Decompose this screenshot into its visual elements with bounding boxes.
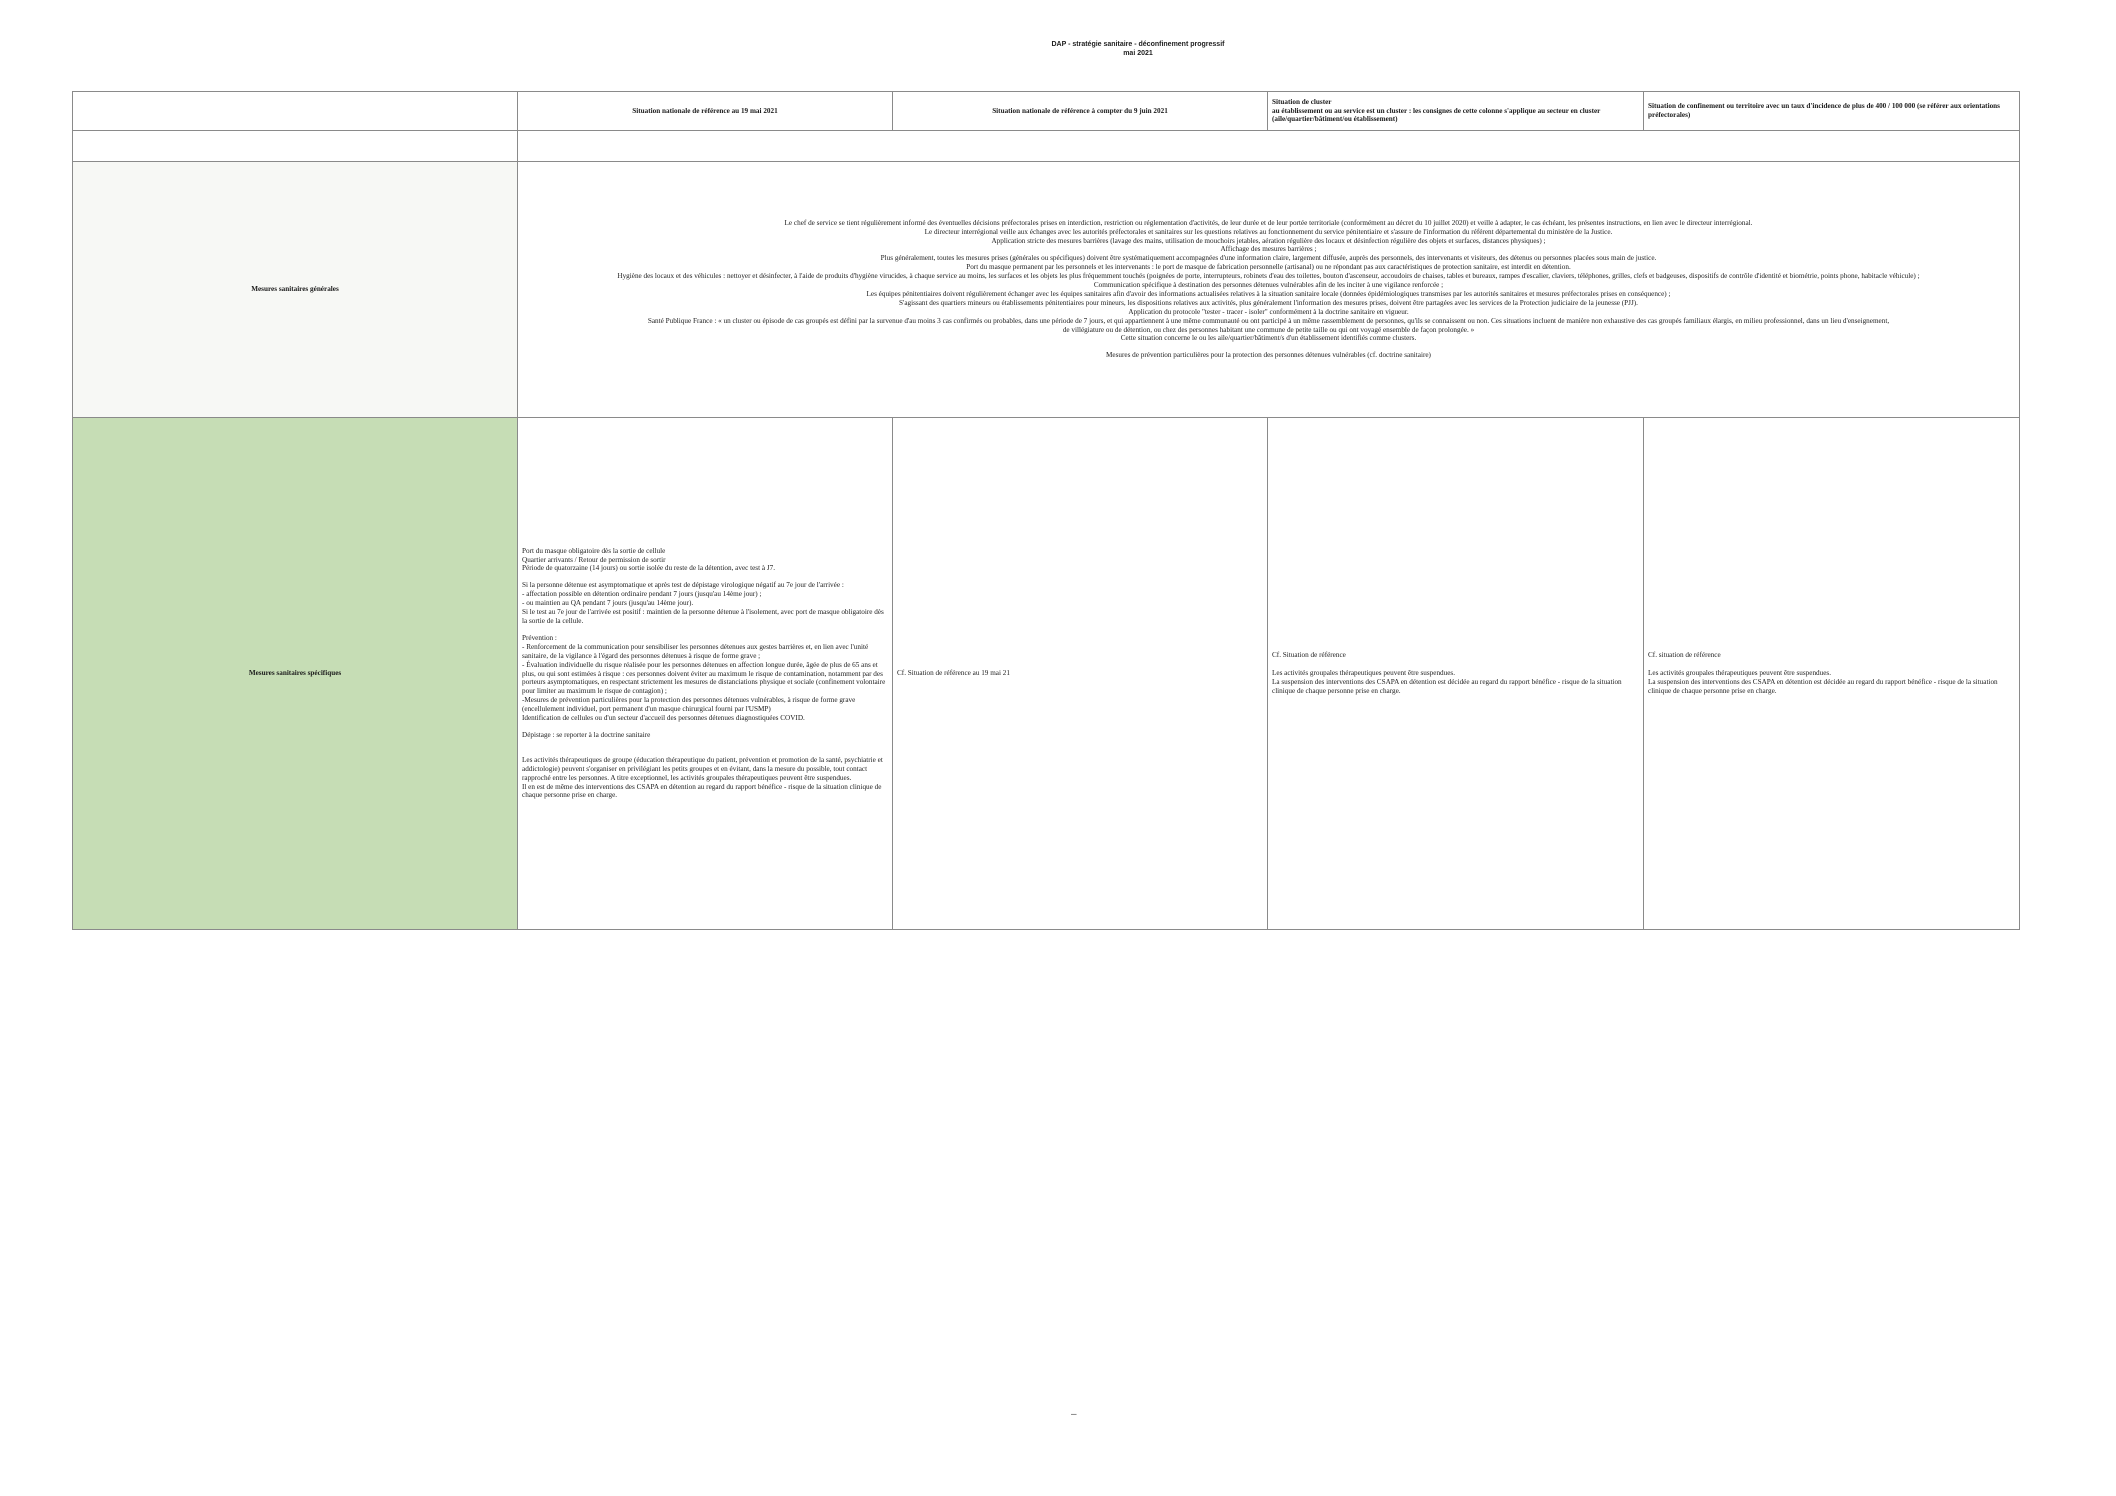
document-header bbox=[0, 40, 2116, 58]
header-cluster-detail: au établissement ou au service est un cluster : les consignes de cette colonne s'applique au secteur en cluster (aile/quartier/bâtiment/ou établissement) bbox=[1272, 106, 1601, 124]
measures-table bbox=[72, 91, 2020, 930]
footer-mark: – bbox=[1071, 1409, 1077, 1420]
specific-line: - Renforcement de la communication pour sensibiliser les personnes détenues aux gestes barrières et, en lien avec l'unité sanitaire, de la vigilance à l'égard des personnes détenues à risque de forme grave ; bbox=[522, 642, 869, 660]
general-line bbox=[522, 343, 2015, 351]
specific-line bbox=[522, 723, 888, 731]
blank-cell bbox=[73, 131, 518, 162]
general-line: Hygiène des locaux et des véhicules : nettoyer et désinfecter, à l'aide de produits d'hygiène virucides, à chaque service au moins, les surfaces et les objets les plus fréquemment touchés (poignées de porte, interrupteurs, robinets d'eau des toilettes, bouton d'ascenseur, accoudoirs de chaises, tables et bureaux, rampes d'escalier, claviers, téléphones, grilles, clefs et badgeuses, dispositifs de contrôle d'identité et biométrie, points phone, habitacle véhicule) ; bbox=[617, 272, 1920, 281]
confinement-line: Les activités groupales thérapeutiques peuvent être suspendues. bbox=[1648, 669, 1832, 678]
specific-reference-9-juin-cell: Cf. Situation de référence au 19 mai 21 bbox=[893, 418, 1268, 930]
specific-line bbox=[522, 740, 888, 748]
general-line: Les équipes pénitentiaires doivent régulièrement échanger avec les équipes sanitaires afin d'avoir des informations actualisées relatives à la situation sanitaire locale (données épidémiologiques transmises par les autorités sanitaires et mesures préfectorales prises en conséquence) ; bbox=[866, 289, 1671, 298]
specific-line: - affectation possible en détention ordinaire pendant 7 jours (jusqu'au 14ème jour) ; bbox=[522, 590, 762, 599]
specific-line: - ou maintien au QA pendant 7 jours (jusqu'au 14ème jour). bbox=[522, 599, 694, 608]
general-line: Port du masque permanent par les personnels et les intervenants : le port de masque de fabrication personnelle (artisanal) ou ne répondant pas aux caractéristiques de protection sanitaire, est interdit en détention. bbox=[966, 263, 1571, 272]
general-line: S'agissant des quartiers mineurs ou établissements pénitentiaires pour mineurs, les dispositions relatives aux activités, plus généralement l'information des mesures prises, doivent être partagées avec les services de la Protection judiciaire de la jeunesse (PJJ). bbox=[899, 298, 1638, 307]
general-line: de villégiature ou de détention, ou chez des personnes habitant une commune de petite taille ou qui ont voyagé ensemble de façon prolongée. » bbox=[1062, 325, 1475, 334]
specific-line: Quartier arrivants / Retour de permission de sortir bbox=[522, 555, 666, 564]
table-header-row bbox=[73, 92, 2020, 131]
header-reference-19-mai: Situation nationale de référence au 19 mai 2021 bbox=[518, 92, 893, 131]
document-date: mai 2021 bbox=[1123, 50, 1153, 57]
specific-reference-19-mai-cell bbox=[518, 418, 893, 930]
specific-line: Si le test au 7e jour de l'arrivée est positif : maintien de la personne détenue à l'isolement, avec port de masque obligatoire dès la sortie de la cellule. bbox=[522, 608, 884, 625]
blank-cell-wide bbox=[518, 131, 2020, 162]
table-blank-row bbox=[73, 131, 2020, 162]
document-title: DAP - stratégie sanitaire - déconfinement progressif bbox=[1051, 41, 1225, 48]
specific-line: - Évaluation individuelle du risque réalisée pour les personnes détenues en affection longue durée, âgée de plus de 65 ans et plus, ou qui sont estimées à risque : ces personnes doivent éviter au maximum le risque de contamination, notamment par des porteurs asymptomatiques, en respectant strictement les mesures de distanciations physique et sociale (confinement volontaire pour limiter au maximum le risque de contagion) ; bbox=[522, 660, 886, 696]
cluster-line: Cf. Situation de référence bbox=[1272, 651, 1346, 660]
header-empty-cell bbox=[73, 92, 518, 131]
specific-line: Port du masque obligatoire dès la sortie de cellule bbox=[522, 546, 666, 555]
header-cluster-title: Situation de cluster bbox=[1272, 97, 1332, 106]
specific-line: Les activités thérapeutiques de groupe (éducation thérapeutique du patient, prévention et promotion de la santé, psychiatrie et addictologie) peuvent s'organiser en privilégiant les petits groupes et en évitant, dans la mesure du possible, tout contact rapproché entre les personnes. A titre exceptionnel, les activités groupales thérapeutiques peuvent être suspendues. bbox=[522, 755, 883, 782]
general-line: Communication spécifique à destination des personnes détenues vulnérables afin de les inciter à une vigilance renforcée ; bbox=[1093, 281, 1444, 290]
specific-cluster-cell bbox=[1268, 418, 1644, 930]
confinement-line: Cf. situation de référence bbox=[1648, 651, 1721, 660]
general-line: Le directeur interrégional veille aux échanges avec les autorités préfectorales et sanitaires sur les questions relatives au fonctionnement du service pénitentiaire et s'assure de l'information du référent départemental du ministère de la Justice. bbox=[924, 227, 1613, 236]
specific-line bbox=[522, 573, 888, 581]
confinement-line: La suspension des interventions des CSAPA en détention est décidée au regard du rapport bénéfice - risque de la situation clinique de chaque personne prise en charge. bbox=[1648, 678, 1998, 695]
specific-line: Identification de cellules ou d'un secteur d'accueil des personnes détenues diagnostiquées COVID. bbox=[522, 714, 805, 723]
general-line: Application stricte des mesures barrières (lavage des mains, utilisation de mouchoirs jetables, aération régulière des locaux et désinfection régulière des objets et surfaces, distances physiques) ; bbox=[991, 236, 1546, 245]
cluster-line bbox=[1272, 660, 1639, 669]
specific-line: Il en est de même des interventions des CSAPA en détention au regard du rapport bénéfice - risque de la situation clinique de chaque personne prise en charge. bbox=[522, 782, 882, 800]
confinement-line bbox=[1648, 660, 2015, 669]
header-confinement: Situation de confinement ou territoire avec un taux d'incidence de plus de 400 / 100 000 (se référer aux orientations préfectorales) bbox=[1644, 92, 2020, 131]
general-line: Affichage des mesures barrières ; bbox=[1220, 245, 1317, 254]
specific-line: Prévention : bbox=[522, 633, 557, 642]
general-measures-row bbox=[73, 162, 2020, 418]
general-line: Le chef de service se tient régulièrement informé des éventuelles décisions préfectorales prises en interdiction, restriction ou réglementation d'activités, de leur durée et de leur portée territoriale (conformément au décret du 10 juillet 2020) et veille à adapter, le cas échéant, les présentes instructions, en lien avec le directeur interrégional. bbox=[784, 218, 1753, 227]
general-line: Plus généralement, toutes les mesures prises (générales ou spécifiques) doivent être systématiquement accompagnées d'une information claire, largement diffusée, auprès des personnels, des intervenants et visiteurs, des détenus ou personnes placées sous main de justice. bbox=[880, 254, 1657, 263]
specific-confinement-cell bbox=[1644, 418, 2020, 930]
specific-measures-row bbox=[73, 418, 2020, 930]
specific-line: Si la personne détenue est asymptomatique et après test de dépistage virologique négatif au 7e jour de l'arrivée : bbox=[522, 581, 844, 590]
specific-line: Période de quatorzaine (14 jours) ou sortie isolée du reste de la détention, avec test à J7. bbox=[522, 564, 776, 573]
header-reference-9-juin: Situation nationale de référence à compter du 9 juin 2021 bbox=[893, 92, 1268, 131]
general-line: Cette situation concerne le ou les aile/quartier/bâtiment/s d'un établissement identifiés comme clusters. bbox=[1120, 334, 1417, 343]
general-line: Santé Publique France : « un cluster ou épisode de cas groupés est défini par la survenue d'au moins 3 cas confirmés ou probables, dans une période de 7 jours, et qui appartiennent à une même communauté ou ont participé à un même rassemblement de personnes, qu'ils se connaissent ou non. Ces situations incluent de manière non exhaustive des cas groupés familiaux élargis, en milieu professionnel, dans un lieu d'enseignement, bbox=[647, 316, 1890, 325]
specific-line bbox=[522, 626, 888, 634]
cluster-line: La suspension des interventions des CSAPA en détention est décidée au regard du rapport bénéfice - risque de la situation clinique de chaque personne prise en charge. bbox=[1272, 678, 1622, 695]
specific-line: -Mesures de prévention particulières pour la protection des personnes détenues vulnérables, à risque de forme grave (encellulement individuel, port permanent d'un masque chirurgical fourni par l'USMP) bbox=[522, 696, 856, 714]
general-line: Application du protocole "tester - tracer - isoler" conformément à la doctrine sanitaire en vigueur. bbox=[1128, 307, 1409, 316]
general-line: Mesures de prévention particulières pour la protection des personnes détenues vulnérables (cf. doctrine sanitaire) bbox=[1106, 351, 1431, 360]
general-measures-text bbox=[518, 162, 2020, 418]
specific-measures-label: Mesures sanitaires spécifiques bbox=[73, 418, 518, 930]
general-measures-label: Mesures sanitaires générales bbox=[73, 162, 518, 418]
cluster-line: Les activités groupales thérapeutiques peuvent être suspendues. bbox=[1272, 669, 1456, 678]
specific-line: Dépistage : se reporter à la doctrine sanitaire bbox=[522, 730, 651, 739]
specific-line bbox=[522, 748, 888, 756]
header-cluster bbox=[1268, 92, 1644, 131]
